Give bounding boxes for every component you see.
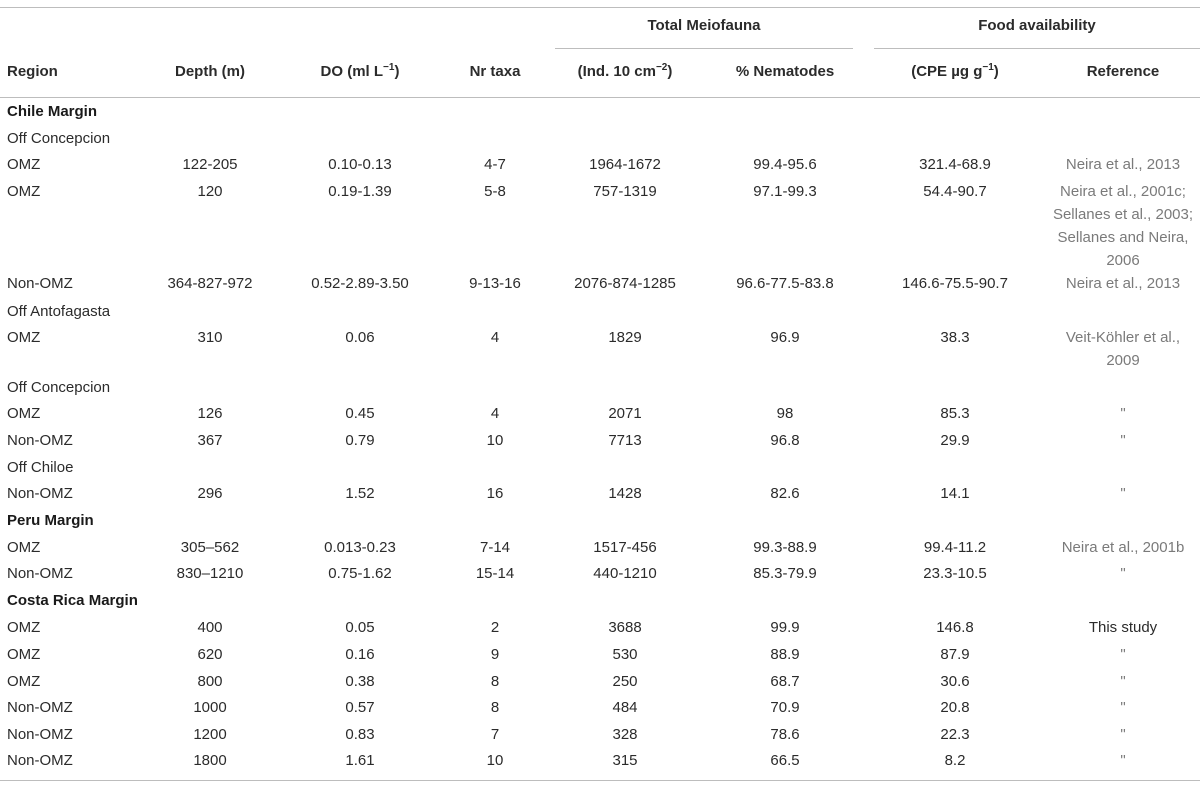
table-cell-do: 0.013-0.23	[324, 539, 396, 556]
subsection-label: Off Chiloe	[7, 459, 74, 476]
table-cell-nem: 99.9	[770, 619, 800, 636]
table-cell-do: 1.52	[345, 485, 375, 502]
table-cell-cpe: 29.9	[940, 432, 970, 449]
table-cell-cpe: 8.2	[944, 752, 966, 769]
col-header-nematodes: % Nematodes	[735, 63, 835, 80]
table-cell-region: OMZ	[7, 673, 41, 690]
table-cell-depth: 364-827-972	[167, 275, 253, 292]
table-cell-region: Non-OMZ	[7, 432, 73, 449]
table-cell-nem: 99.4-95.6	[753, 156, 817, 173]
table-cell-nem: 78.6	[770, 726, 800, 743]
table-cell-reference: This study	[1088, 619, 1158, 636]
table-cell-cpe: 30.6	[940, 673, 970, 690]
table-cell-region: OMZ	[7, 539, 41, 556]
table-cell-taxa: 10	[486, 432, 504, 449]
header-bottom-rule	[0, 97, 1200, 98]
bottom-rule	[0, 780, 1200, 781]
table-cell-cpe: 23.3-10.5	[923, 565, 987, 582]
table-cell-ind: 250	[612, 673, 638, 690]
table-cell-cpe: 146.8	[936, 619, 974, 636]
table-cell-ind: 484	[612, 699, 638, 716]
col-header-depth: Depth (m)	[175, 63, 245, 80]
table-cell-nem: 99.3-88.9	[753, 539, 817, 556]
subsection-label: Off Concepcion	[7, 379, 111, 396]
table-cell-ind: 530	[612, 646, 638, 663]
total-meiofauna-rule	[555, 48, 853, 49]
table-cell-taxa: 9-13-16	[469, 275, 521, 292]
table-cell-cpe: 87.9	[940, 646, 970, 663]
table-cell-depth: 120	[197, 183, 223, 200]
table-cell-ind: 7713	[608, 432, 642, 449]
table-cell-reference: "	[1120, 726, 1126, 743]
col-header-nr-taxa: Nr taxa	[469, 63, 521, 80]
table-cell-depth: 620	[197, 646, 223, 663]
table-cell-nem: 96.8	[770, 432, 800, 449]
subsection-label: Off Antofagasta	[7, 303, 111, 320]
section-label: Chile Margin	[7, 103, 98, 120]
table-cell-depth: 296	[197, 485, 223, 502]
table-cell-depth: 1000	[193, 699, 227, 716]
col-header-do: DO (ml $L^{-1}$)	[320, 62, 400, 80]
table-cell-cpe: 22.3	[940, 726, 970, 743]
section-label: Costa Rica Margin	[7, 592, 138, 609]
table-cell-region: Non-OMZ	[7, 699, 73, 716]
table-cell-ind: 440-1210	[593, 565, 657, 582]
table-cell-reference: "	[1120, 673, 1126, 690]
table-cell-do: 0.79	[345, 432, 375, 449]
table-cell-taxa: 5-8	[484, 183, 506, 200]
table-cell-region: Non-OMZ	[7, 726, 73, 743]
table-cell-do: 0.45	[345, 405, 375, 422]
table-cell-reference: "	[1120, 432, 1126, 449]
table-cell-reference: "	[1120, 752, 1126, 769]
table-cell-taxa: 4-7	[484, 156, 506, 173]
table-cell-reference: "	[1120, 646, 1126, 663]
table-cell-cpe: 146.6-75.5-90.7	[902, 275, 1008, 292]
table-cell-reference: Neira et al., 2013	[1065, 156, 1181, 173]
table-cell-region: OMZ	[7, 646, 41, 663]
table-cell-reference: Veit-Köhler et al., 2009	[1065, 329, 1181, 369]
section-label: Peru Margin	[7, 512, 94, 529]
table-cell-nem: 66.5	[770, 752, 800, 769]
table-cell-do: 0.16	[345, 646, 375, 663]
table-cell-taxa: 16	[486, 485, 504, 502]
table-cell-region: OMZ	[7, 329, 41, 346]
table-cell-ind: 1517-456	[593, 539, 657, 556]
col-header-reference: Reference	[1086, 63, 1160, 80]
table-cell-nem: 96.6-77.5-83.8	[736, 275, 834, 292]
top-rule	[0, 7, 1200, 8]
table-cell-do: 0.06	[345, 329, 375, 346]
table-cell-taxa: 2	[490, 619, 500, 636]
table-cell-ind: 328	[612, 726, 638, 743]
table-cell-taxa: 9	[490, 646, 500, 663]
food-availability-rule	[874, 48, 1200, 49]
table-cell-ind: 757-1319	[593, 183, 657, 200]
table-cell-depth: 400	[197, 619, 223, 636]
table-cell-ind: 2076-874-1285	[574, 275, 676, 292]
table-cell-taxa: 8	[490, 699, 500, 716]
table-cell-reference: Neira et al., 2001b	[1061, 539, 1185, 556]
table-cell-nem: 88.9	[770, 646, 800, 663]
table-cell-taxa: 15-14	[475, 565, 515, 582]
table-cell-taxa: 4	[490, 405, 500, 422]
col-header-region: Region	[7, 63, 58, 80]
table-cell-ind: 1428	[608, 485, 642, 502]
table-cell-reference: "	[1120, 699, 1126, 716]
table-cell-nem: 68.7	[770, 673, 800, 690]
table-cell-cpe: 99.4-11.2	[923, 539, 987, 556]
table-cell-reference: Neira et al., 2013	[1065, 275, 1181, 292]
col-header-cpe: (CPE µg $g^{-1}$)	[911, 62, 999, 80]
table-cell-taxa: 8	[490, 673, 500, 690]
table-cell-ind: 3688	[608, 619, 642, 636]
table-cell-region: Non-OMZ	[7, 485, 73, 502]
table-cell-cpe: 38.3	[940, 329, 970, 346]
table-cell-region: Non-OMZ	[7, 752, 73, 769]
subsection-label: Off Concepcion	[7, 130, 111, 147]
table-cell-reference: "	[1120, 485, 1126, 502]
table-cell-region: OMZ	[7, 405, 41, 422]
col-header-ind: (Ind. 10 $cm^{-2}$)	[577, 62, 673, 80]
table-cell-region: OMZ	[7, 619, 41, 636]
table-cell-ind: 315	[612, 752, 638, 769]
table-cell-reference: "	[1120, 565, 1126, 582]
table-cell-reference: "	[1120, 405, 1126, 422]
table-cell-region: Non-OMZ	[7, 565, 73, 582]
table-cell-depth: 122-205	[182, 156, 238, 173]
table-cell-do: 0.10-0.13	[328, 156, 392, 173]
table-cell-cpe: 20.8	[940, 699, 970, 716]
table-cell-taxa: 4	[490, 329, 500, 346]
table-cell-depth: 305–562	[180, 539, 240, 556]
table-cell-do: 0.57	[345, 699, 375, 716]
table-cell-depth: 367	[197, 432, 223, 449]
table-cell-do: 1.61	[345, 752, 375, 769]
table-cell-ind: 2071	[608, 405, 642, 422]
table-cell-ind: 1964-1672	[589, 156, 661, 173]
table-cell-nem: 97.1-99.3	[753, 183, 817, 200]
table-cell-do: 0.38	[345, 673, 375, 690]
table-cell-depth: 830–1210	[176, 565, 244, 582]
table-cell-do: 0.52-2.89-3.50	[311, 275, 409, 292]
table-cell-do: 0.05	[345, 619, 375, 636]
group-header-total-meiofauna: Total Meiofauna	[647, 17, 761, 34]
table-cell-region: Non-OMZ	[7, 275, 73, 292]
table-cell-nem: 98	[776, 405, 794, 422]
table-cell-cpe: 85.3	[940, 405, 970, 422]
table-cell-depth: 126	[197, 405, 223, 422]
table-cell-do: 0.83	[345, 726, 375, 743]
table-cell-reference: Neira et al., 2001c; Sellanes et al., 2003; Sellanes and Neira, 2006	[1052, 183, 1194, 269]
table-cell-taxa: 10	[486, 752, 504, 769]
table-cell-taxa: 7	[490, 726, 500, 743]
table-cell-nem: 82.6	[770, 485, 800, 502]
table-cell-ind: 1829	[608, 329, 642, 346]
table-cell-do: 0.19-1.39	[328, 183, 392, 200]
table-cell-do: 0.75-1.62	[328, 565, 392, 582]
table-cell-cpe: 14.1	[940, 485, 970, 502]
table-cell-nem: 70.9	[770, 699, 800, 716]
table-cell-depth: 800	[197, 673, 223, 690]
table-cell-nem: 96.9	[770, 329, 800, 346]
table-cell-region: OMZ	[7, 183, 41, 200]
table-cell-cpe: 321.4-68.9	[919, 156, 991, 173]
table-cell-nem: 85.3-79.9	[753, 565, 817, 582]
table-cell-depth: 310	[197, 329, 223, 346]
group-header-food-availability: Food availability	[978, 17, 1096, 34]
table-cell-depth: 1200	[193, 726, 227, 743]
table-cell-taxa: 7-14	[479, 539, 511, 556]
table-cell-region: OMZ	[7, 156, 41, 173]
table-cell-depth: 1800	[193, 752, 227, 769]
table-cell-cpe: 54.4-90.7	[923, 183, 987, 200]
